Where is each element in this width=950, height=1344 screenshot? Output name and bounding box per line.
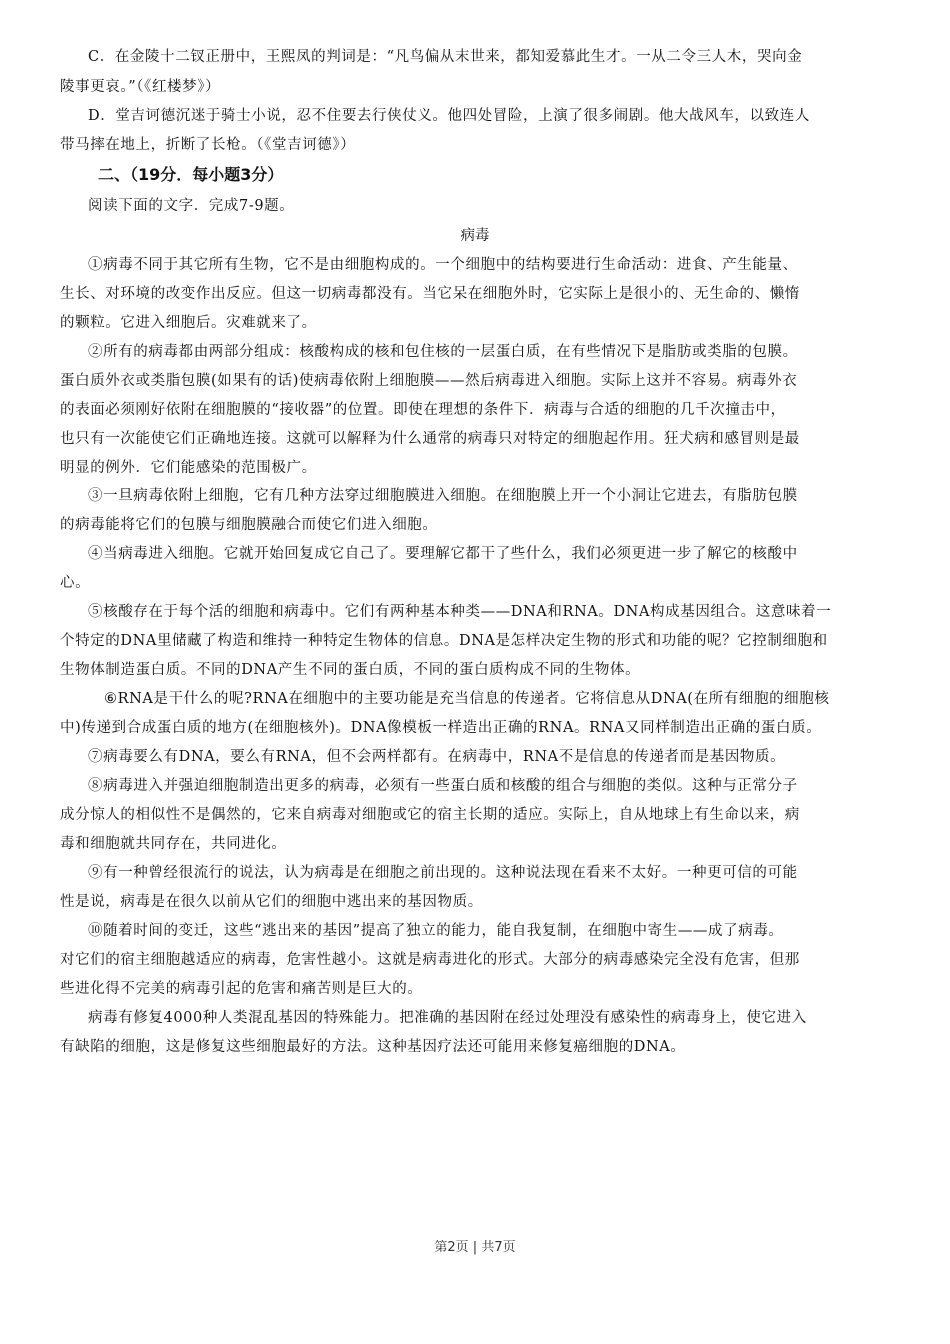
paragraph-8-line-2: 成分惊人的相似性不是偶然的，它来自病毒对细胞或它的宿主长期的适应。实际上，自从地球上有生命以来，病 <box>60 807 800 823</box>
paragraph-4-line-1: ④当病毒进入细胞。它就开始回复成它自己了。要理解它都干了些什么，我们必须更进一步了解它的核酸中 <box>88 546 798 562</box>
paragraph-11-line-1: 病毒有修复4000种人类混乱基因的特殊能力。把准确的基因附在经过处理没有感染性的病毒身上，使它进入 <box>88 1010 807 1026</box>
paragraph-5-line-1: ⑤核酸存在于每个活的细胞和病毒中。它们有两种基本种类——DNA和RNA。DNA构成基因组合。这意味着一 <box>88 604 832 620</box>
paragraph-2-line-2: 蛋白质外衣或类脂包膜(如果有的话)使病毒依附上细胞膜——然后病毒进入细胞。实际上这并不容易。病毒外衣 <box>60 373 798 389</box>
paragraph-10-line-1: ⑩随着时间的变迁，这些“逃出来的基因”提高了独立的能力，能自我复制，在细胞中寄生——成了病毒。 <box>88 923 784 939</box>
paragraph-3-line-1: ③一旦病毒依附上细胞，它有几种方法穿过细胞膜进入细胞。在细胞膜上开一个小洞让它进去，有脂肪包膜 <box>88 488 798 504</box>
paragraph-2-line-1: ②所有的病毒都由两部分组成：核酸构成的核和包住核的一层蛋白质，在有些情况下是脂肪或类脂的包膜。 <box>88 344 798 360</box>
paragraph-5-line-2: 个特定的DNA里储藏了构造和维持一种特定生物体的信息。DNA是怎样决定生物的形式和功能的呢？它控制细胞和 <box>60 633 828 649</box>
paragraph-6-line-2: 中)传递到合成蛋白质的地方(在细胞核外)。DNA像模板一样造出正确的RNA。RNA又同样制造出正确的蛋白质。 <box>60 720 822 736</box>
section-instruction: 阅读下面的文字．完成7-9题。 <box>88 198 295 214</box>
paragraph-6-line-1: ⑥RNA是干什么的呢?RNA在细胞中的主要功能是充当信息的传递者。它将信息从DNA(在所有细胞的细胞核 <box>104 691 830 707</box>
page-number-footer: 第2页 | 共7页 <box>434 1240 516 1255</box>
paragraph-1-line-3: 的颗粒。它进入细胞后。灾难就来了。 <box>60 315 317 331</box>
paragraph-1-line-2: 生长、对环境的改变作出反应。但这一切病毒都没有。当它呆在细胞外时，它实际上是很小的、无生命的、懒惰 <box>60 286 800 302</box>
paragraph-3-line-2: 的病毒能将它们的包膜与细胞膜融合而使它们进入细胞。 <box>60 517 438 533</box>
paragraph-1-line-1: ①病毒不同于其它所有生物，它不是由细胞构成的。一个细胞中的结构要进行生命活动：进食、产生能量、 <box>88 257 798 273</box>
section-heading: 二、（19分．每小题3分） <box>98 165 284 184</box>
paragraph-7-line-1: ⑦病毒要么有DNA，要么有RNA，但不会两样都有。在病毒中，RNA不是信息的传递者而是基因物质。 <box>88 749 786 765</box>
paragraph-10-line-3: 些进化得不完美的病毒引起的危害和痛苦则是巨大的。 <box>60 981 423 997</box>
paragraph-11-line-2: 有缺陷的细胞，这是修复这些细胞最好的方法。这种基因疗法还可能用来修复癌细胞的DNA。 <box>60 1039 686 1055</box>
article-title: 病毒 <box>460 228 490 244</box>
paragraph-8-line-3: 毒和细胞就共同存在，共同进化。 <box>60 836 287 852</box>
paragraph-5-line-3: 生物体制造蛋白质。不同的DNA产生不同的蛋白质，不同的蛋白质构成不同的生物体。 <box>60 662 641 678</box>
paragraph-2-line-4: 也只有一次能使它们正确地连接。这就可以解释为什么通常的病毒只对特定的细胞起作用。狂犬病和感冒则是最 <box>60 431 800 447</box>
paragraph-8-line-1: ⑧病毒进入并强迫细胞制造出更多的病毒，必须有一些蛋白质和核酸的组合与细胞的类似。这种与正常分子 <box>88 778 798 794</box>
option-d-line-2: 带马摔在地上，折断了长枪。（《堂吉诃德》） <box>60 137 356 153</box>
paragraph-4-line-2: 心。 <box>60 575 91 591</box>
option-c-line-2: 陵事更哀。”（《红楼梦》） <box>60 79 221 95</box>
paragraph-9-line-2: 性是说，病毒是在很久以前从它们的细胞中逃出来的基因物质。 <box>60 894 483 910</box>
paragraph-2-line-3: 的表面必须刚好依附在细胞膜的“接收器”的位置。即使在理想的条件下．病毒与合适的细胞的几千次撞击中， <box>60 402 786 418</box>
paragraph-2-line-5: 明显的例外．它们能感染的范围极广。 <box>60 460 317 476</box>
paragraph-10-line-2: 对它们的宿主细胞越适应的病毒，危害性越小。这就是病毒进化的形式。大部分的病毒感染完全没有危害，但那 <box>60 952 800 968</box>
option-c-line-1: C．在金陵十二钗正册中，王熙凤的判词是：“凡鸟偏从末世来，都知爱慕此生才。一从二令三人木，哭向金 <box>88 49 803 65</box>
paragraph-9-line-1: ⑨有一种曾经很流行的说法，认为病毒是在细胞之前出现的。这种说法现在看来不太好。一种更可信的可能 <box>88 865 798 881</box>
option-d-line-1: D．堂吉诃德沉迷于骑士小说，忍不住要去行侠仗义。他四处冒险，上演了很多闹剧。他大战风车，以致连人 <box>88 108 810 124</box>
